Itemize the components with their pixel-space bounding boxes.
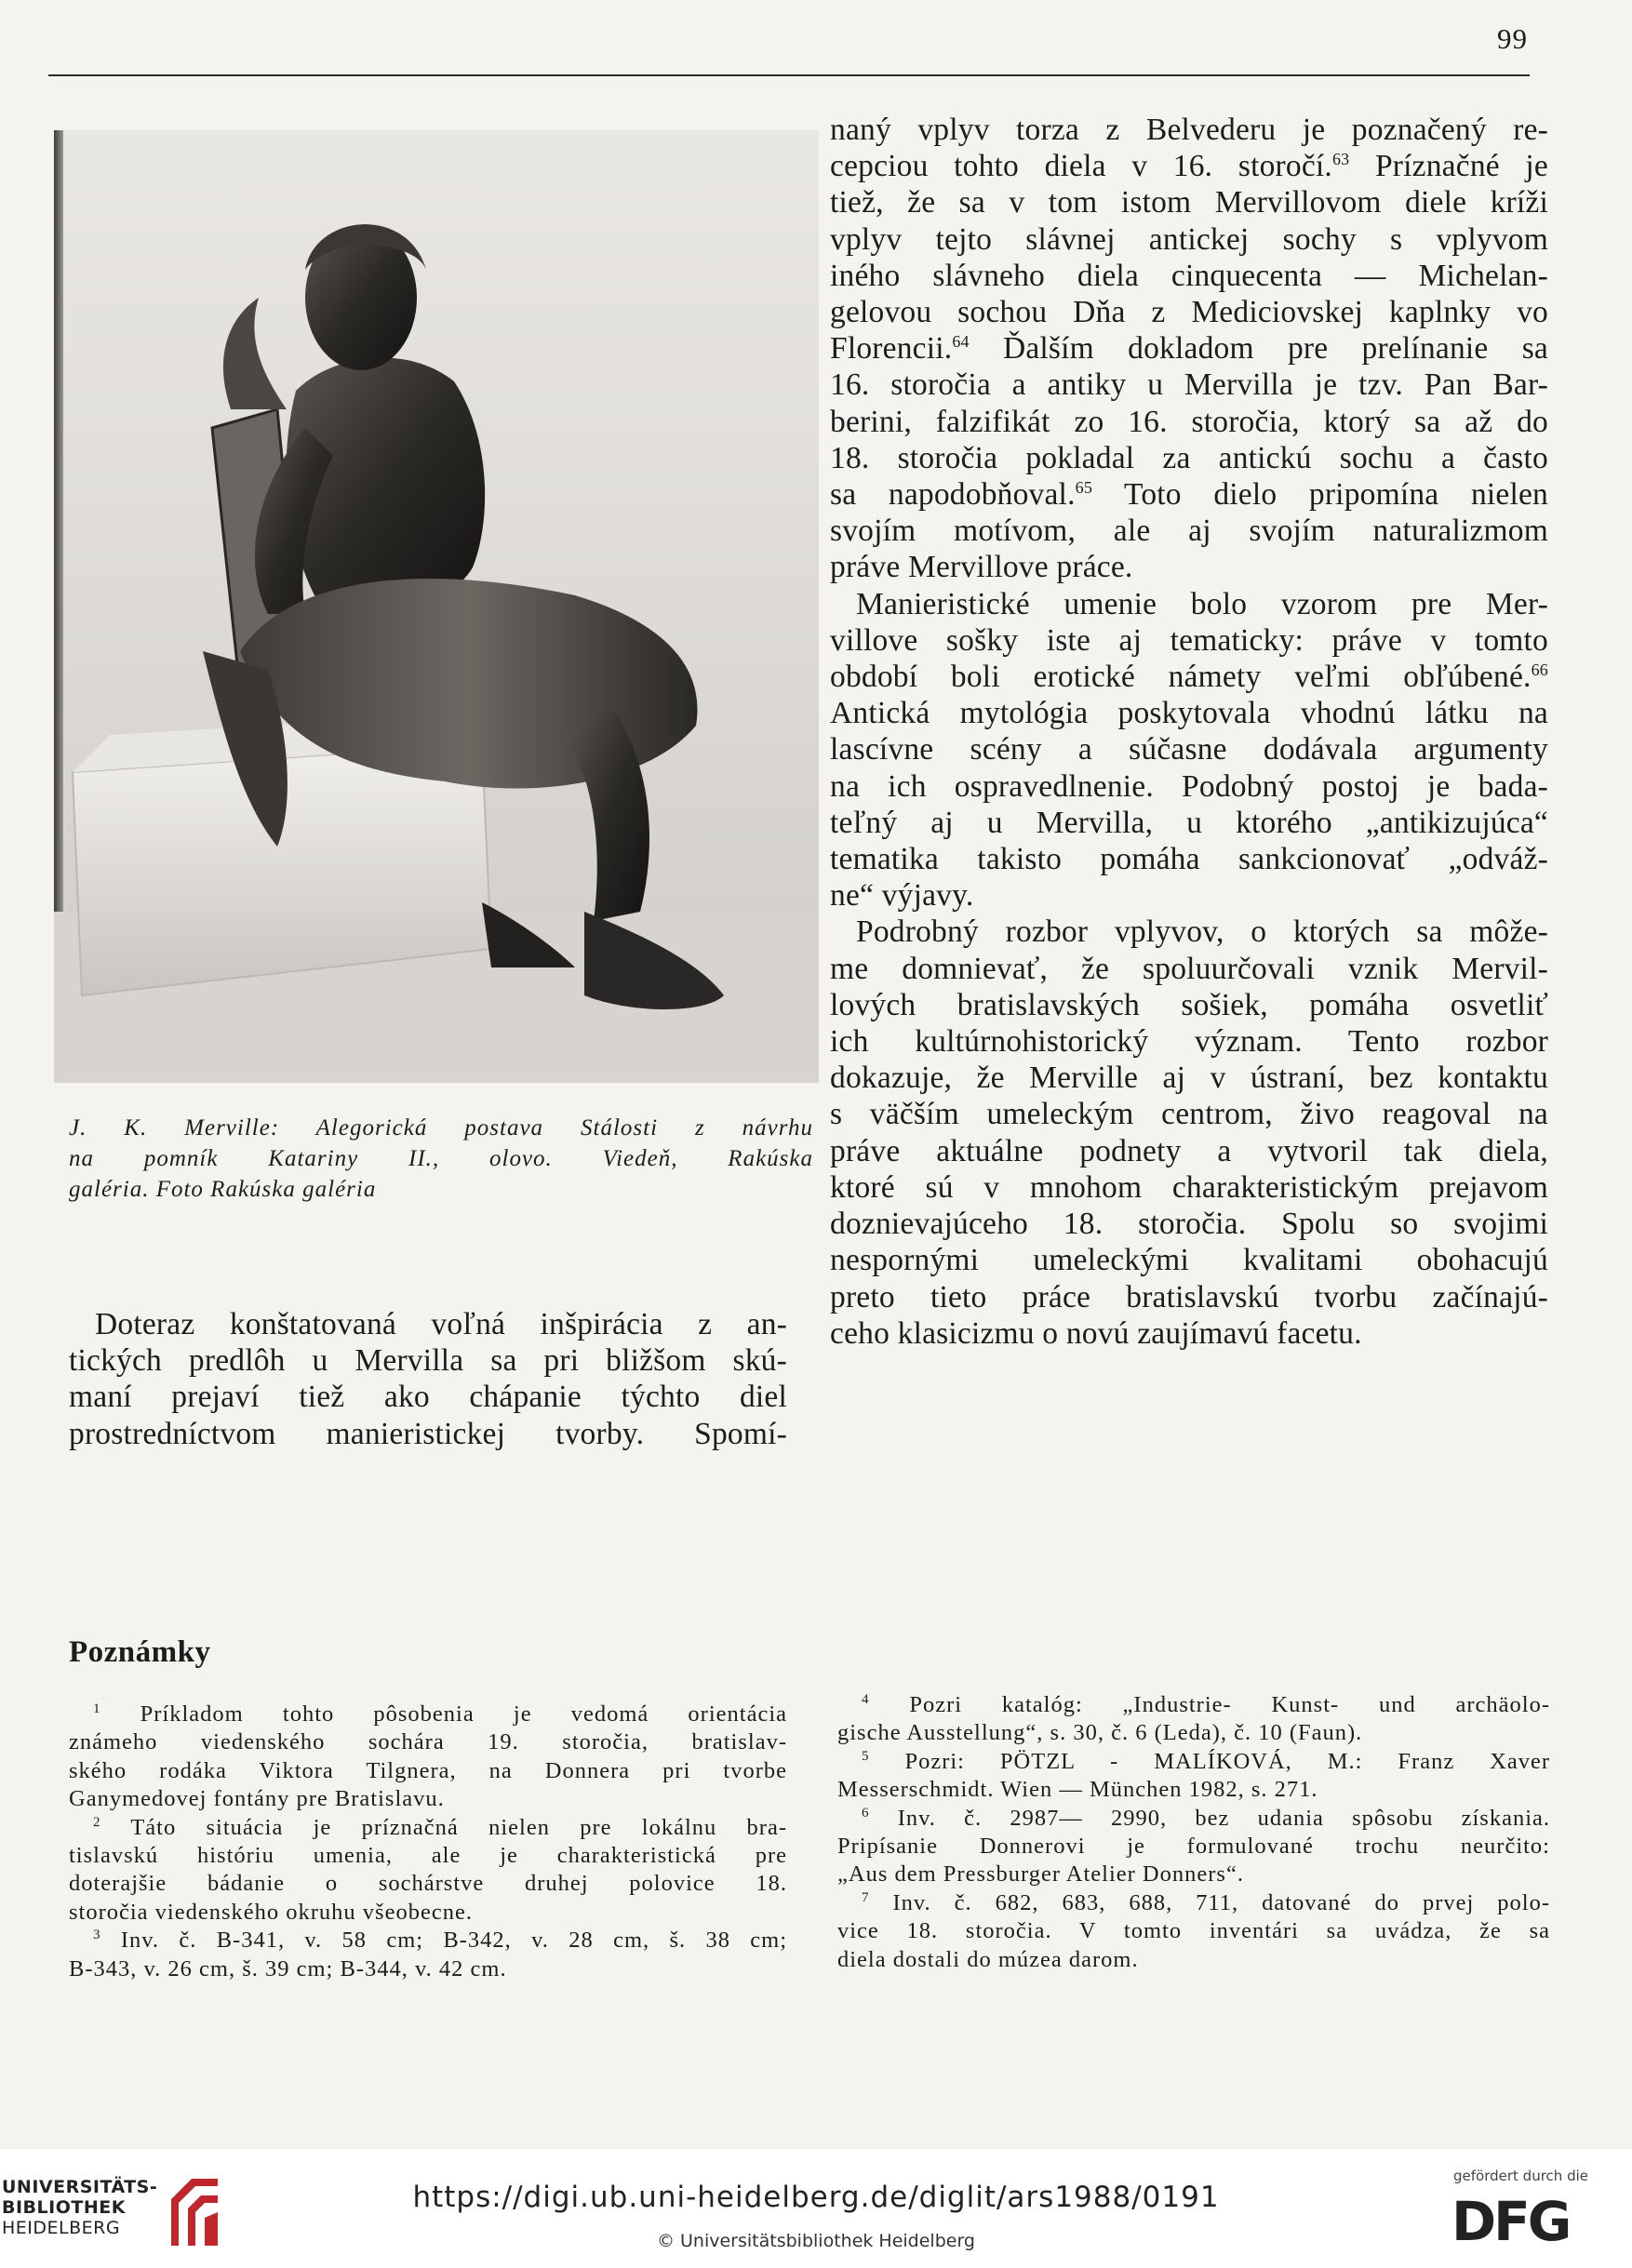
text-line: tematika takisto pomáha sankcionovať „odváž- <box>830 842 1548 877</box>
library-name-line: UNIVERSITÄTS- <box>2 2177 158 2197</box>
footnote-text: B-343, v. 26 cm, š. 39 cm; B-344, v. 42 cm. <box>69 1955 507 1981</box>
footnote-line <box>69 1757 787 1785</box>
footnote-line <box>69 1927 787 1954</box>
footnote-line <box>69 1701 787 1728</box>
text-line: berini, falzifikát zo 16. storočia, ktorý sa až do <box>830 404 1548 439</box>
sculpture-illustration <box>54 130 819 1083</box>
footnote-line <box>837 1917 1550 1945</box>
footnote-line <box>69 1899 787 1927</box>
footnote-line <box>69 1870 787 1898</box>
text-line: Doteraz konštatovaná voľná inšpirácia z an- <box>95 1307 787 1341</box>
footnotes-right-column <box>837 1691 1550 1974</box>
text-line: gelovou sochou Dňa z Mediciovskej kaplnky vo <box>830 295 1548 330</box>
text-line: ich kultúrnohistorický význam. Tento rozbor <box>830 1024 1548 1060</box>
text-line: práve aktuálne podnety a vytvoril tak diela, <box>830 1133 1548 1168</box>
text-fragment: sa napodobňoval. <box>830 477 1076 513</box>
body-text-right-column <box>830 112 1548 1352</box>
footnote-text: vice 18. storočia. V tomto inventári sa uvádza, že sa <box>837 1918 1550 1944</box>
footnote-line <box>837 1719 1550 1747</box>
footnote-line <box>69 1814 787 1842</box>
sculpture-photograph <box>54 130 819 1083</box>
footnote-text: Pozri: PÖTZL - MALÍKOVÁ, M.: Franz Xaver <box>904 1748 1550 1774</box>
text-line: lových bratislavských sošiek, pomáha osvetliť <box>830 987 1548 1022</box>
page-number: 99 <box>1497 22 1528 55</box>
footnote-text: storočia viedenského okruhu všeobecne. <box>69 1899 473 1925</box>
copyright-notice: © Universitätsbibliothek Heidelberg <box>656 2231 975 2251</box>
footnote-text: gische Ausstellung“, s. 30, č. 6 (Leda), č. 10 (Faun). <box>837 1720 1363 1746</box>
library-name-line: HEIDELBERG <box>2 2218 121 2238</box>
text-line: Manieristické umenie bolo vzorom pre Mer- <box>856 586 1548 621</box>
text-line: me domnievať, že spoluurčovali vznik Mervil- <box>830 951 1548 986</box>
footnote-number: 7 <box>862 1889 870 1905</box>
footnote-text: Táto situácia je príznačná nielen pre lokálnu bra- <box>130 1814 787 1840</box>
text-line: vplyv tejto slávnej antickej sochy s vplyvom <box>830 221 1548 257</box>
digitization-footer <box>0 2149 1632 2268</box>
footnote-number: 3 <box>93 1928 101 1943</box>
text-fragment: cepciou tohto diela v 16. storočí. <box>830 149 1332 184</box>
text-fragment: období boli erotické námety veľmi obľúbené. <box>830 660 1532 695</box>
footnote-text: diela dostali do múzea darom. <box>837 1946 1139 1972</box>
footnote-text: doterajšie bádanie o sochárstve druhej polovice 18. <box>69 1871 787 1897</box>
footnote-line <box>69 1728 787 1756</box>
text-line: na ich ospravedlnenie. Podobný postoj je bada- <box>830 768 1548 804</box>
caption-line: galéria. Foto Rakúska galéria <box>69 1177 377 1202</box>
footnote-line <box>837 1861 1550 1888</box>
footnote-text: Messerschmidt. Wien — München 1982, s. 271. <box>837 1777 1318 1803</box>
footnote-text: ského rodáka Viktora Tilgnera, na Donnera pri tvorbe <box>69 1757 787 1783</box>
text-line: 18. storočia pokladal za antickú sochu a často <box>830 440 1548 475</box>
library-name-line: BIBLIOTHEK <box>2 2197 126 2218</box>
text-line: svojím motívom, ale aj svojím naturalizmom <box>830 514 1548 549</box>
footnotes-left-column <box>69 1701 787 1983</box>
figure-caption <box>69 1113 813 1205</box>
funder-caption: gefördert durch die <box>1453 2168 1588 2184</box>
footnote-line <box>837 1748 1550 1776</box>
footnote-text: Pripísanie Donnerovi je formulované trochu neurčito: <box>837 1834 1550 1860</box>
text-line: ktoré sú v mnohom charakteristickým prejavom <box>830 1169 1548 1205</box>
footnote-line <box>837 1805 1550 1833</box>
footnote-ref: 64 <box>952 332 970 352</box>
footnote-line <box>837 1691 1550 1719</box>
text-line: tických predlôh u Mervilla sa pri bližšom skú- <box>69 1343 787 1379</box>
dfg-logo-icon: DFG <box>1451 2190 1570 2253</box>
text-line: tiež, že sa v tom istom Mervillovom diele kríži <box>830 185 1548 220</box>
footnote-text: „Aus dem Pressburger Atelier Donners“. <box>837 1861 1244 1888</box>
text-line: teľný aj u Mervilla, u ktorého „antikizujúca“ <box>830 805 1548 840</box>
caption-line: J. K. Merville: Alegorická postava Stálosti z návrhu <box>69 1115 813 1141</box>
footnote-ref: 66 <box>1531 660 1548 680</box>
text-line: ne“ výjavy. <box>830 878 974 914</box>
footnote-ref: 63 <box>1331 150 1350 169</box>
text-fragment: Florencii. <box>830 331 953 367</box>
text-line: ceho klasicizmu o novú zaujímavú facetu. <box>830 1315 1362 1351</box>
text-line: dokazuje, že Merville aj v ústraní, bez kontaktu <box>830 1061 1548 1096</box>
body-text-left-column <box>69 1306 787 1452</box>
text-line: lascívne scény a súčasne dodávala argumenty <box>830 732 1548 767</box>
footnote-line <box>69 1785 787 1813</box>
text-line: nespornými umeleckými kvalitami obohacujú <box>830 1243 1548 1278</box>
text-line: práve Mervillove práce. <box>830 550 1133 585</box>
footnote-line <box>837 1946 1550 1974</box>
footnote-text: Inv. č. 682, 683, 688, 711, datované do prvej polo- <box>892 1889 1550 1915</box>
text-line: Podrobný rozbor vplyvov, o ktorých sa môže- <box>856 914 1548 950</box>
text-line: iného slávneho diela cinquecenta — Michelan- <box>830 258 1548 293</box>
footnote-ref: 65 <box>1075 478 1093 498</box>
text-fragment: Toto dielo pripomína nielen <box>1092 477 1548 513</box>
text-line: villove sošky iste aj tematicky: práve v tomto <box>830 622 1548 658</box>
footnote-text: Pozri katalóg: „Industrie- Kunst- und archäolo- <box>909 1692 1551 1717</box>
footnote-text: Ganymedovej fontány pre Bratislavu. <box>69 1786 445 1812</box>
footnote-number: 4 <box>862 1692 870 1707</box>
text-line: Antická mytológia poskytovala vhodnú látku na <box>830 696 1548 731</box>
text-line <box>830 659 1548 695</box>
text-line <box>830 148 1548 184</box>
caption-line: na pomník Katariny II., olovo. Viedeň, Rakúska <box>69 1146 813 1171</box>
text-fragment: Príznačné je <box>1349 149 1548 184</box>
footnote-number: 6 <box>862 1805 870 1821</box>
footnote-text: Inv. č. B-341, v. 58 cm; B-342, v. 28 cm, š. 38 cm; <box>120 1928 788 1954</box>
footnote-line <box>837 1889 1550 1917</box>
text-line: preto tieto práce bratislavskú tvorbu začínajú- <box>830 1279 1548 1314</box>
footnote-text: tislavskú históriu umenia, ale je charakteristická pre <box>69 1843 787 1869</box>
footnote-number: 5 <box>862 1748 870 1764</box>
text-line: naný vplyv torza z Belvederu je poznačený re- <box>830 113 1548 147</box>
text-line <box>830 330 1548 367</box>
text-line: maní prejaví tiež ako chápanie týchto diel <box>69 1380 787 1415</box>
text-line: prostredníctvom manieristickej tvorby. Spomí- <box>69 1416 787 1451</box>
footnote-line <box>69 1955 787 1983</box>
text-line: doznievajúceho 18. storočia. Spolu so svojimi <box>830 1207 1548 1242</box>
permalink-url[interactable]: https://digi.ub.uni-heidelberg.de/diglit/ars1988/0191 <box>412 2181 1220 2214</box>
footnote-text: známeho viedenského sochára 19. storočia, bratislav- <box>69 1729 787 1755</box>
text-fragment: Ďalším dokladom pre prelínanie sa <box>969 331 1548 367</box>
footnote-line <box>837 1833 1550 1861</box>
text-line: 16. storočia a antiky u Mervilla je tzv. Pan Bar- <box>830 367 1548 403</box>
text-line <box>830 476 1548 513</box>
footnote-text: Príkladom tohto pôsobenia je vedomá orientácia <box>140 1701 787 1727</box>
footnote-line <box>69 1842 787 1870</box>
footnote-number: 1 <box>93 1701 101 1716</box>
header-rule <box>48 74 1530 76</box>
text-line: s väčším umeleckým centrom, živo reagoval na <box>830 1097 1548 1132</box>
notes-heading: Poznámky <box>69 1635 211 1669</box>
footnote-number: 2 <box>93 1814 101 1830</box>
footnote-line <box>837 1776 1550 1804</box>
footnote-text: Inv. č. 2987— 2990, bez udania spôsobu získania. <box>897 1805 1551 1831</box>
